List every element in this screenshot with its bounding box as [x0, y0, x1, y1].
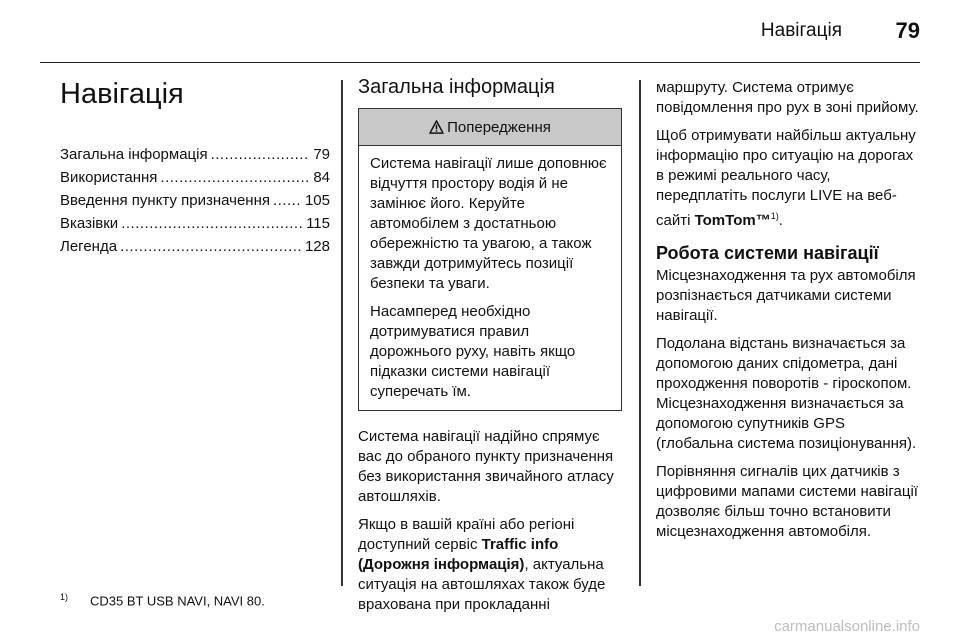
footnote-text: CD35 BT USB NAVI, NAVI 80. — [90, 593, 265, 609]
toc-item[interactable] — [60, 166, 330, 189]
warning-triangle-icon — [429, 120, 444, 134]
footnote — [60, 592, 265, 608]
footnote-reference[interactable]: 1) — [770, 211, 779, 221]
toc-item-label: Легенда — [60, 238, 118, 255]
body-paragraph — [656, 126, 922, 231]
warning-paragraph: Система навігації лише доповнює відчуття простору водія й не замінює його. Керуйте автомобілем з достатньою обережністю та увагою, а також завжди дотримуйтесь позиції безпеки та уваги. — [370, 155, 607, 292]
column-divider — [639, 80, 641, 586]
body-paragraph: Система навігації надійно спрямує вас до обраного пункту призначення без використання звичайного атласу автошляхів. — [358, 428, 614, 505]
warning-paragraph: Насамперед необхідно дотримуватися правил дорожнього руху, навіть якщо підказки системи навігації суперечать їм. — [370, 303, 576, 400]
warning-box — [358, 108, 622, 411]
middle-column — [358, 72, 622, 623]
text-run: Щоб отримувати найбільш актуальну інформацію про ситуацію на дорогах в режимі реального часу, передплатіть послуги LIVE на веб-сайті — [656, 127, 916, 229]
page-number: 79 — [895, 18, 920, 43]
toc-dot-leader — [121, 212, 303, 235]
toc-dot-leader — [211, 143, 311, 166]
header-section-name: Навігація — [760, 20, 842, 41]
toc-item[interactable] — [60, 189, 330, 212]
text-run: , актуальна ситуація на автошляхах також буде врахована при прокладанні — [358, 556, 606, 613]
toc-item-label: Введення пункту призначення — [60, 192, 270, 209]
toc-dot-leader — [160, 166, 310, 189]
text-run: Якщо в вашій країні або регіоні доступний сервіс — [358, 516, 575, 553]
body-paragraph: Порівняння сигналів цих датчиків з цифровими мапами системи навігації дозволяє більш точно встановити місцезнаходження автомобіля. — [656, 463, 918, 540]
column-divider — [341, 80, 343, 586]
warning-body — [359, 146, 621, 410]
warning-heading — [359, 109, 621, 146]
toc-dot-leader — [120, 235, 302, 258]
right-column — [656, 72, 922, 550]
toc-item-page: 79 — [313, 146, 330, 163]
chapter-title: Навігація — [60, 78, 184, 110]
toc-item-label: Загальна інформація — [60, 146, 208, 163]
toc-item-page: 115 — [306, 215, 330, 232]
body-paragraph: Місцезнаходження та рух автомобіля розпізнається датчиками системи навігації. — [656, 267, 916, 324]
subsection-title: Робота системи навігації — [656, 243, 879, 263]
toc-dot-leader — [273, 189, 302, 212]
traffic-info-term: Traffic info (Дорожня інформація) — [358, 536, 559, 573]
warning-heading-text: Попередження — [447, 118, 551, 136]
toc-item-page: 128 — [304, 238, 330, 255]
text-run: . — [778, 212, 783, 229]
tomtom-term: TomTom™ — [694, 212, 771, 229]
toc-item[interactable] — [60, 235, 330, 258]
section-title: Загальна інформація — [358, 76, 555, 98]
toc-item[interactable] — [60, 212, 330, 235]
toc-item-label: Використання — [60, 169, 158, 186]
watermark: carmanualsonline.info — [774, 618, 920, 635]
body-paragraph — [358, 515, 622, 615]
page-header — [40, 0, 920, 63]
toc-item[interactable] — [60, 143, 330, 166]
toc-item-page: 105 — [304, 192, 330, 209]
table-of-contents — [60, 143, 330, 258]
footnote-mark: 1) — [60, 592, 69, 602]
toc-item-label: Вказівки — [60, 215, 119, 232]
body-paragraph: маршруту. Система отримує повідомлення про рух в зоні прийому. — [656, 79, 919, 116]
left-column — [60, 72, 330, 258]
body-paragraph: Подолана відстань визначається за допомогою даних спідометра, дані проходження поворотів - гіроскопом. Місцезнаходження визначається за допомогою супутників GPS (глобальна система позиціонування). — [656, 335, 917, 452]
toc-item-page: 84 — [313, 169, 330, 186]
